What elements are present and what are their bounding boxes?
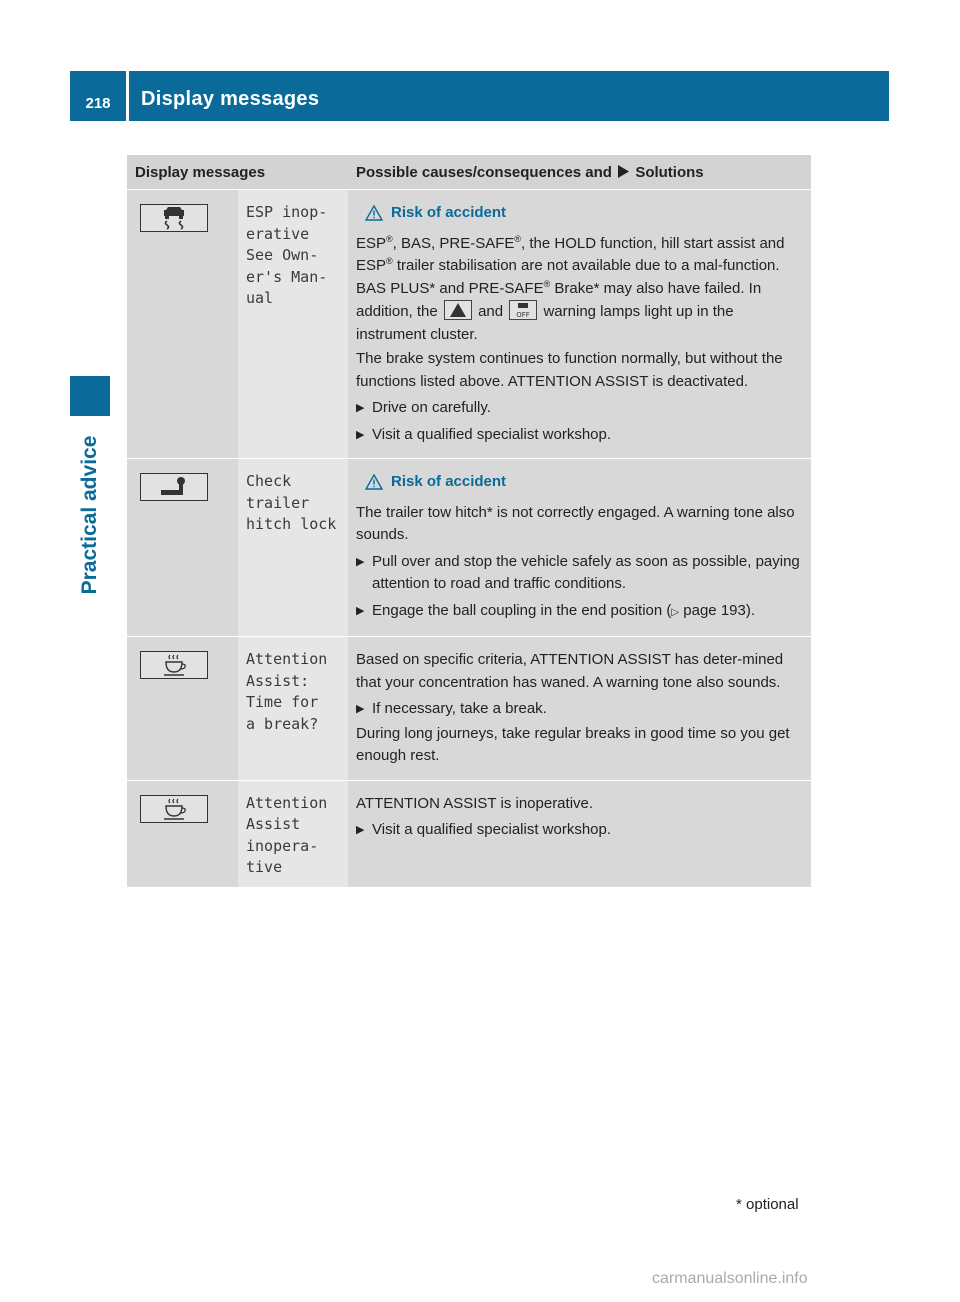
row-icon-cell (127, 459, 238, 637)
solution-arrow-icon (618, 165, 629, 178)
risk-warning: Risk of accident (365, 202, 803, 225)
solution-step: ▶ Engage the ball coupling in the end position (▷ page 193). (356, 600, 803, 625)
watermark: carmanualsonline.info (652, 1270, 808, 1287)
esp-skid-icon (140, 204, 208, 232)
optional-footnote: * optional (736, 1196, 799, 1213)
description-paragraph: Based on specific criteria, ATTENTION ASSIST has deter-mined that your concentration has waned. A warning tone also sounds. (356, 651, 784, 691)
row-icon-cell (127, 190, 238, 459)
solution-arrow-icon: ▶ (356, 402, 365, 414)
description-paragraph: ATTENTION ASSIST is inoperative. (356, 794, 594, 812)
table-row (127, 637, 811, 781)
coffee-cup-icon (140, 651, 208, 679)
solution-step: ▶ Drive on carefully. (356, 397, 803, 420)
row-description-cell (348, 637, 811, 781)
solution-arrow-icon: ▶ (356, 428, 365, 441)
row-description-cell (348, 459, 811, 637)
svg-text:OFF: OFF (516, 311, 531, 319)
row-display-cell: Attention Assist inopera- tive (238, 780, 348, 887)
row-description-cell (348, 190, 811, 459)
table-row (127, 780, 811, 887)
side-tab-marker (70, 376, 110, 416)
solution-arrow-icon: ▶ (356, 824, 365, 836)
display-messages-table (127, 155, 811, 888)
esp-off-icon (509, 300, 537, 320)
solution-step: ▶ If necessary, take a break. (356, 698, 803, 721)
description-paragraph: ESP®, BAS, PRE-SAFE®, the HOLD function, hill start assist and ESP® trailer stabilisation are not available due to a mal-function. BAS PLUS* and PRE-SAFE® Brake* may also have failed. In addition, the and OFF warning lamps light up in the instrument cluster. (356, 233, 785, 343)
description-paragraph: The trailer tow hitch* is not correctly engaged. A warning tone also sounds. (356, 503, 795, 543)
side-section-label (70, 420, 110, 610)
row-display-cell: Attention Assist: Time for a break? (238, 637, 348, 781)
solution-step: ▶ Pull over and stop the vehicle safely as soon as possible, paying attention to road and traffic conditions. (356, 551, 803, 596)
brake-warning-icon (444, 300, 472, 320)
row-icon-cell (127, 780, 238, 887)
table-header-row (127, 155, 811, 190)
description-paragraph: The brake system continues to function normally, but without the functions listed above. ATTENTION ASSIST is deactivated. (356, 350, 783, 390)
col-header-causes: Possible causes/consequences and Solutions (348, 155, 811, 190)
solution-arrow-icon: ▶ (356, 703, 365, 715)
solution-step: ▶ Visit a qualified specialist workshop. (356, 424, 803, 447)
table-row (127, 459, 811, 637)
row-icon-cell (127, 637, 238, 781)
solution-arrow-icon: ▶ (356, 555, 365, 568)
side-section-text: Practical advice (78, 435, 101, 595)
page-ref-icon: ▷ (671, 606, 680, 618)
trailer-hitch-icon (140, 473, 208, 501)
solution-step: ▶ Visit a qualified specialist workshop. (356, 819, 803, 842)
page-reference-link[interactable]: page 193 (683, 601, 746, 619)
page-number: 218 (85, 95, 111, 112)
col-header-display: Display messages (127, 155, 348, 190)
description-paragraph: During long journeys, take regular breaks in good time so you get enough rest. (356, 724, 790, 764)
row-display-cell: Check trailer hitch lock (238, 459, 348, 637)
row-description-cell (348, 780, 811, 887)
row-display-cell: ESP inop- erative See Own- er's Man- ual (238, 190, 348, 459)
page-title: Display messages (141, 88, 320, 110)
warning-triangle-icon (365, 205, 383, 221)
table-row (127, 190, 811, 459)
coffee-cup-icon (140, 795, 208, 823)
solution-arrow-icon: ▶ (356, 604, 365, 617)
risk-warning: Risk of accident (365, 471, 803, 494)
header-separator (126, 71, 129, 121)
warning-triangle-icon (365, 474, 383, 490)
